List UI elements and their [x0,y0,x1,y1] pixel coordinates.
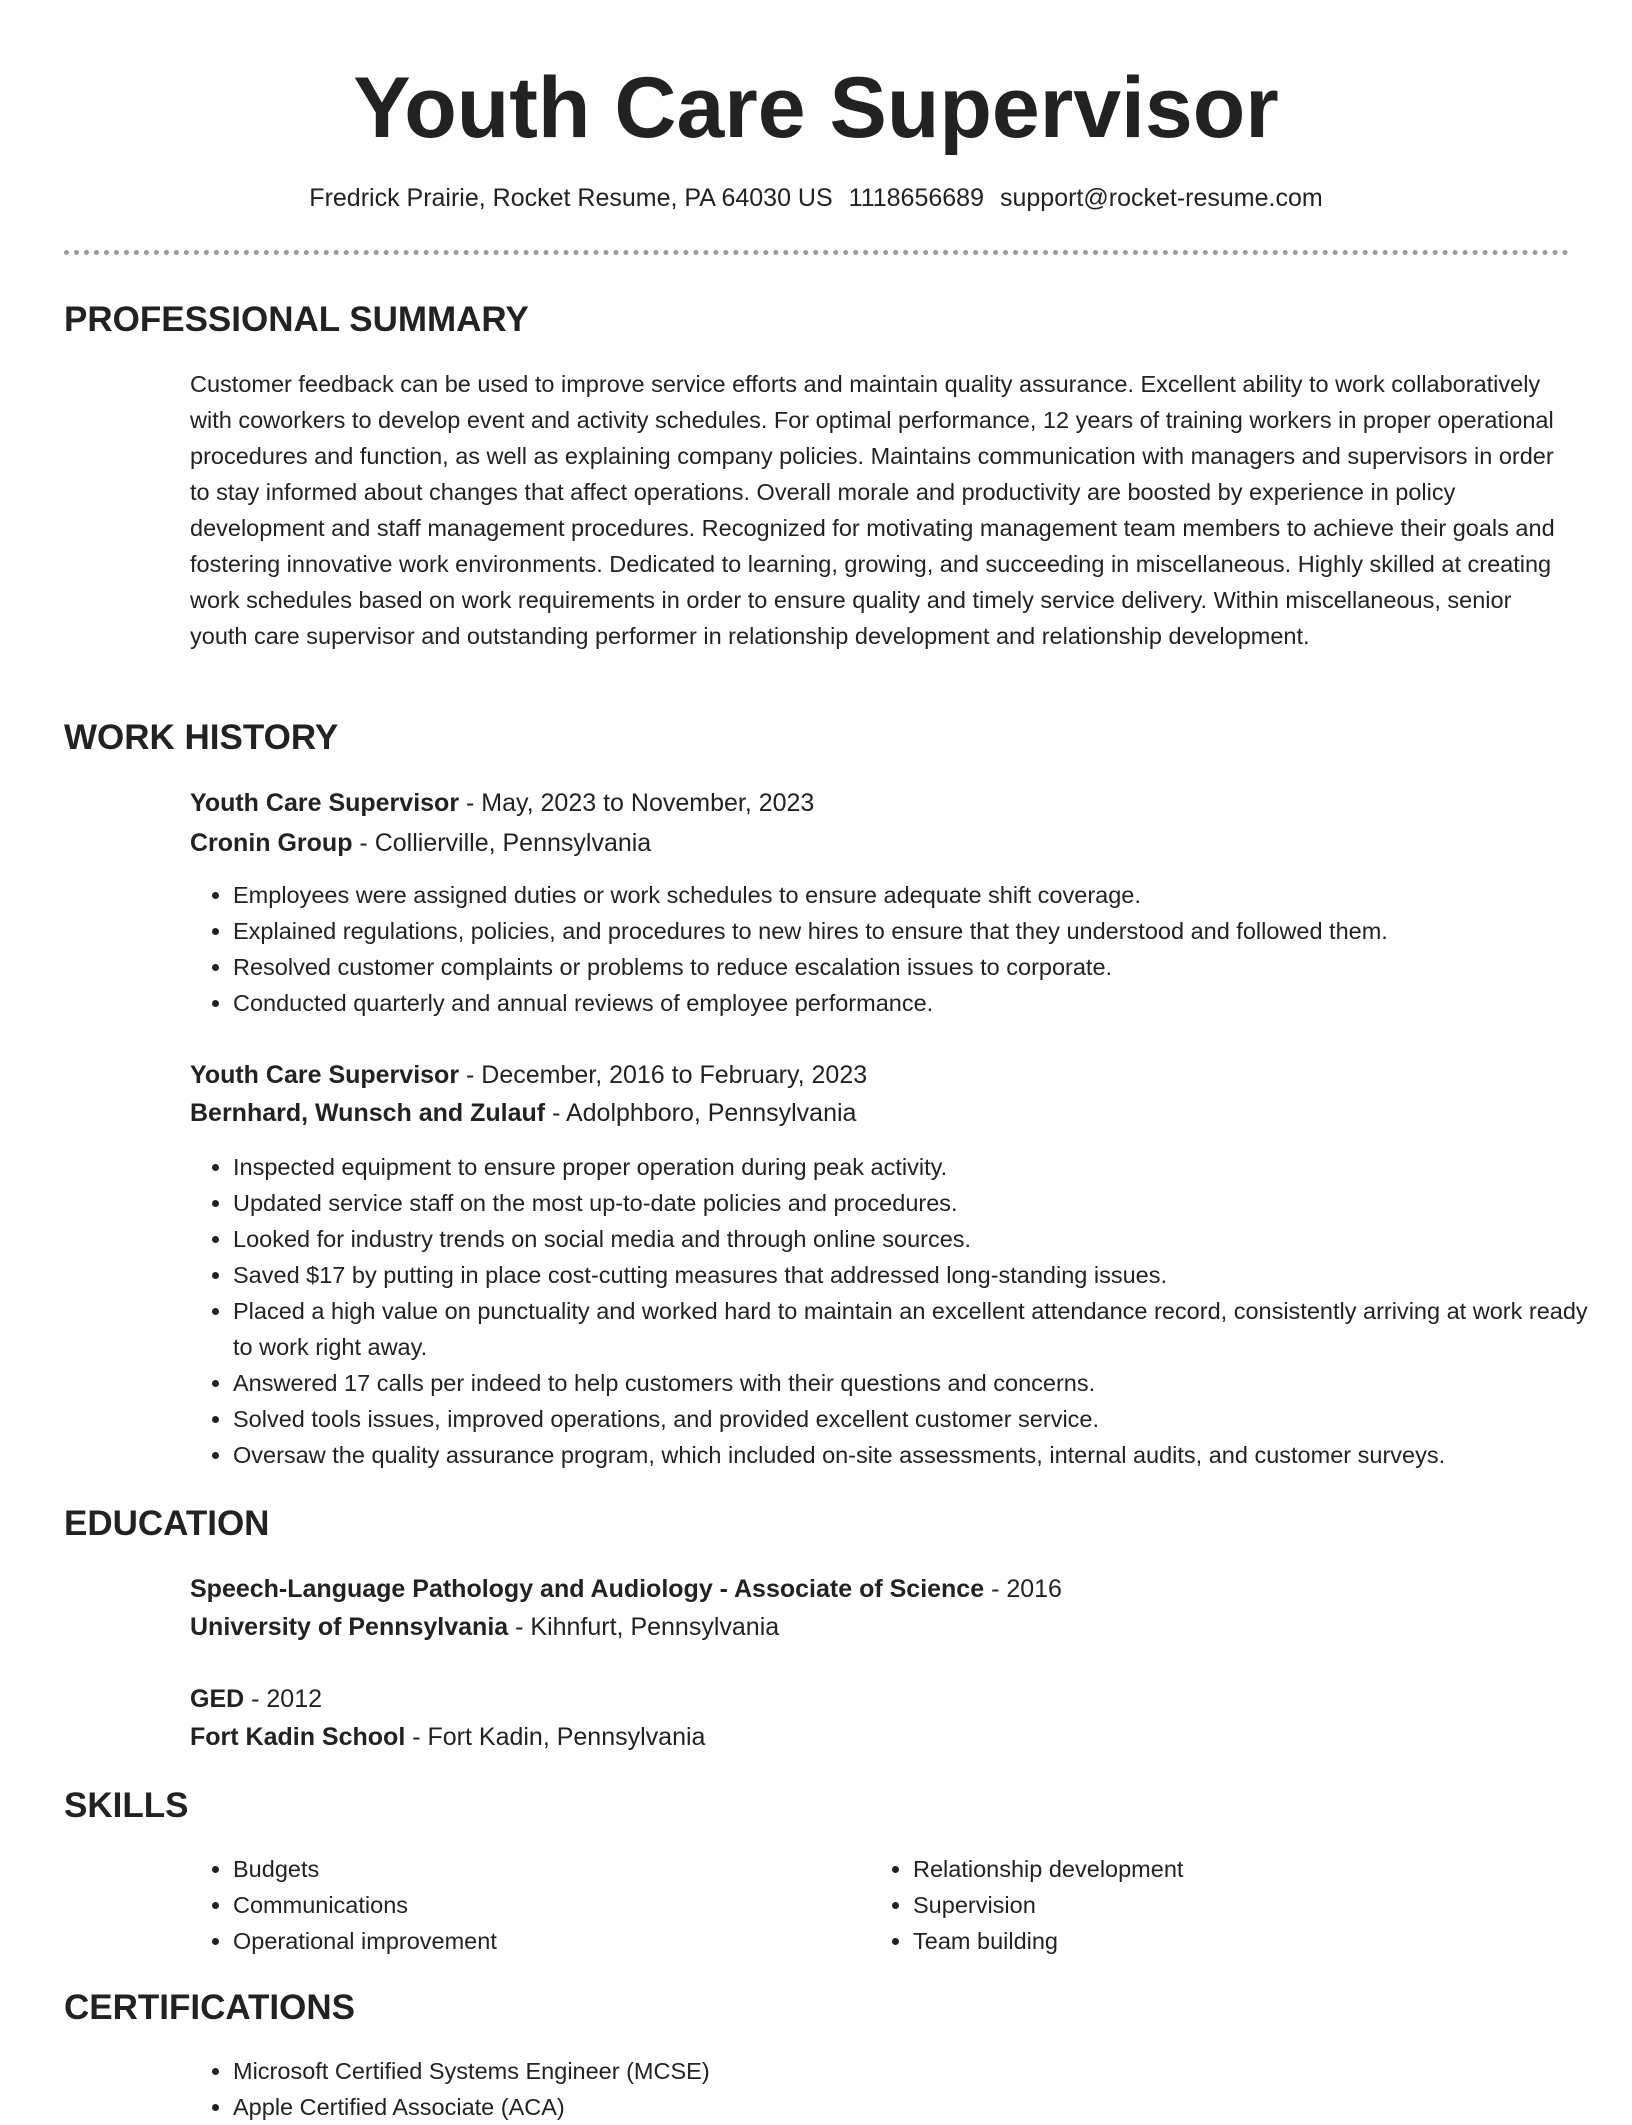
list-item: • Explained regulations, policies, and procedures to new hires to ensure that they understood and followed them. [233,913,1613,949]
list-item: • Conducted quarterly and annual reviews of employee performance. [233,985,1613,1021]
section-title-education: EDUCATION [64,1504,270,1543]
contact-email: support@rocket-resume.com [999,184,1323,212]
education-1-degree-line [190,1570,1570,1608]
education-2-year: - 2012 [244,1685,323,1713]
skill-item: • Supervision [913,1887,1553,1923]
header-divider [64,250,1569,255]
job-2-location: - Adolphboro, Pennsylvania [545,1099,857,1127]
education-2-degree: GED [190,1685,245,1713]
job-2-bullets [190,1149,1613,1473]
list-item: • Placed a high value on punctuality and worked hard to maintain an excellent attendance record, consistently arriving at work ready to work right away. [233,1293,1613,1365]
education-1-year: - 2016 [984,1575,1062,1603]
job-2-title-line [190,1056,1570,1094]
certifications-list [190,2053,1613,2125]
skills-list-left [190,1851,873,1959]
job-1-company-line [190,824,1570,862]
job-2-dates: - December, 2016 to February, 2023 [459,1061,868,1089]
education-1-degree: Speech-Language Pathology and Audiology - Associate of Science [190,1575,985,1603]
job-2-role: Youth Care Supervisor [190,1061,460,1089]
job-1-role: Youth Care Supervisor [190,789,460,817]
skill-item: • Team building [913,1923,1553,1959]
contact-address: Fredrick Prairie, Rocket Resume, PA 64030 US [309,184,833,212]
education-2-school: Fort Kadin School [190,1723,406,1751]
skill-item: • Budgets [233,1851,873,1887]
job-2-company: Bernhard, Wunsch and Zulauf [190,1099,546,1127]
list-item: • Looked for industry trends on social media and through online sources. [233,1221,1613,1257]
education-1-location: - Kihnfurt, Pennsylvania [508,1613,780,1641]
job-1-company: Cronin Group [190,829,353,857]
skill-item: • Operational improvement [233,1923,873,1959]
list-item: • Updated service staff on the most up-to-date policies and procedures. [233,1185,1613,1221]
resume-title: Youth Care Supervisor [353,60,1279,156]
certification-item: • Microsoft Certified Systems Engineer (MCSE) [233,2053,1613,2089]
section-title-certifications: CERTIFICATIONS [64,1988,356,2027]
education-1-school: University of Pennsylvania [190,1613,509,1641]
education-1-school-line [190,1608,1570,1646]
section-title-work-history: WORK HISTORY [64,718,339,757]
education-2-location: - Fort Kadin, Pennsylvania [405,1723,706,1751]
list-item: • Inspected equipment to ensure proper operation during peak activity. [233,1149,1613,1185]
list-item: • Resolved customer complaints or problems to reduce escalation issues to corporate. [233,949,1613,985]
education-2-degree-line [190,1680,1570,1718]
job-1-bullets [190,877,1613,1021]
job-1-dates: - May, 2023 to November, 2023 [459,789,815,817]
skills-list-right [870,1851,1553,1959]
education-2-school-line [190,1718,1570,1756]
summary-text: Customer feedback can be used to improve service efforts and maintain quality assurance. Excellent ability to work collaboratively with coworkers to develop event and activity schedules. For optimal performance, 12 years of training workers in proper operational procedures and function, as well as explaining company policies. Maintains communication with managers and supervisors in order to stay informed about changes that affect operations. Overall morale and productivity are boosted by experience in policy development and staff management procedures. Recognized for motivating management team members to achieve their goals and fostering innovative work environments. Dedicated to learning, growing, and succeeding in miscellaneous. Highly skilled at creating work schedules based on work requirements in order to ensure quality and timely service delivery. Within miscellaneous, senior youth care supervisor and outstanding performer in relationship development and relationship development. [190,371,1555,649]
contact-phone: 1118656689 [848,184,984,212]
list-item: • Oversaw the quality assurance program, which included on-site assessments, internal audits, and customer surveys. [233,1437,1613,1473]
section-title-summary: PROFESSIONAL SUMMARY [64,300,529,339]
skill-item: • Communications [233,1887,873,1923]
job-2-company-line [190,1094,1570,1132]
job-1-title-line [190,784,1570,822]
list-item: • Answered 17 calls per indeed to help customers with their questions and concerns. [233,1365,1613,1401]
job-1-location: - Collierville, Pennsylvania [352,829,652,857]
certification-item: • Apple Certified Associate (ACA) [233,2089,1613,2125]
section-title-skills: SKILLS [64,1786,189,1825]
skill-item: • Relationship development [913,1851,1553,1887]
list-item: • Solved tools issues, improved operations, and provided excellent customer service. [233,1401,1613,1437]
contact-line [0,180,1632,216]
list-item: • Employees were assigned duties or work schedules to ensure adequate shift coverage. [233,877,1613,913]
list-item: • Saved $17 by putting in place cost-cutting measures that addressed long-standing issues. [233,1257,1613,1293]
